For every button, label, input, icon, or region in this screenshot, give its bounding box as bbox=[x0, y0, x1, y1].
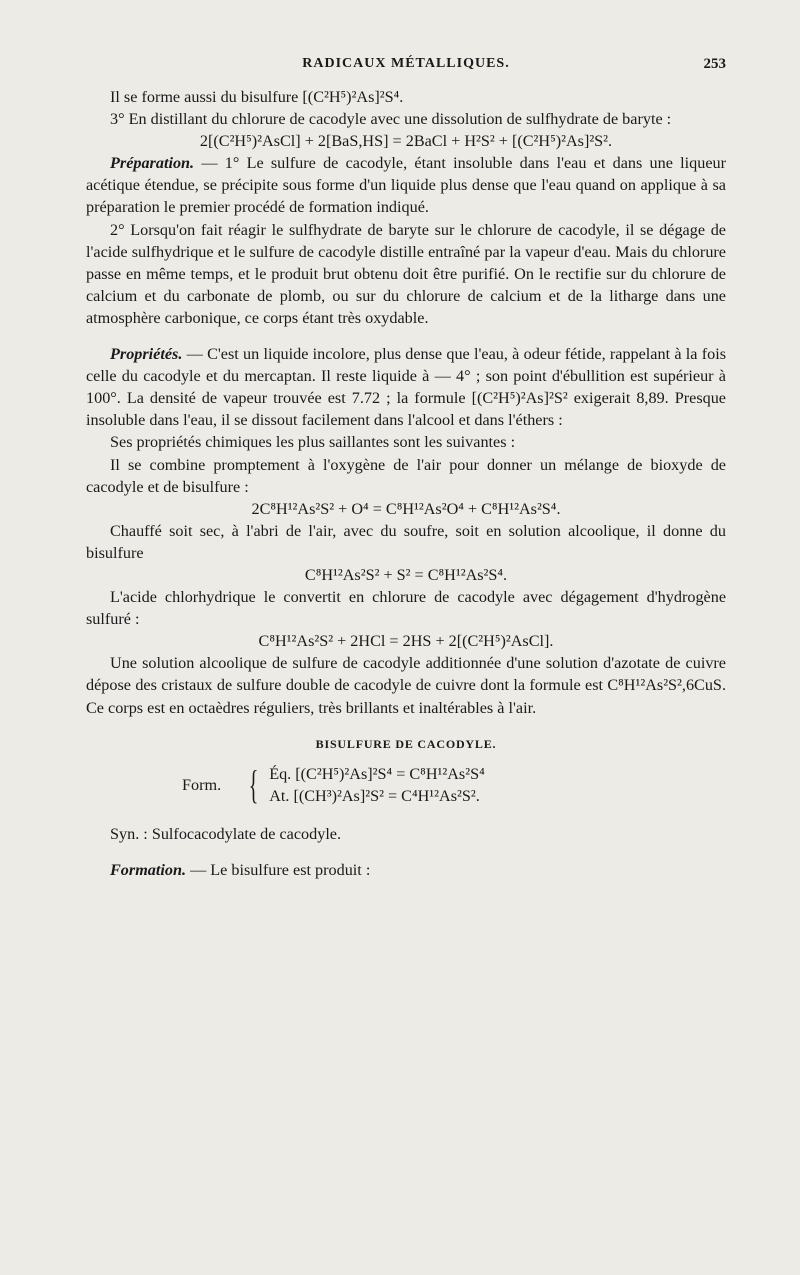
page-header bbox=[86, 56, 726, 76]
paragraph bbox=[86, 152, 726, 218]
section-title: BISULFURE DE CACODYLE. bbox=[315, 736, 497, 751]
equation: C⁸H¹²As²S² + 2HCl = 2HS + 2[(C²H⁵)²AsCl]. bbox=[258, 632, 554, 651]
paragraph: 3° En distillant du chlorure de cacodyle avec une dissolution de sulfhydrate de baryte : bbox=[110, 110, 672, 129]
formula-rows bbox=[269, 763, 485, 807]
paragraph bbox=[86, 859, 726, 881]
formula-equivalent: Éq. [(C²H⁵)²As]²S⁴ = C⁸H¹²As²S⁴ bbox=[269, 764, 485, 783]
equation: 2[(C²H⁵)²AsCl] + 2[BaS,HS] = 2BaCl + H²S² + [(C²H⁵)²As]²S². bbox=[199, 132, 613, 151]
paragraph: Chauffé soit sec, à l'abri de l'air, avec du soufre, soit en solution alcoolique, il donne du bisulfure bbox=[86, 521, 726, 562]
section-lead-formation: Formation. bbox=[110, 860, 187, 879]
section-lead-preparation: Préparation. bbox=[110, 154, 195, 173]
paragraph-text: — Le bisulfure est produit : bbox=[186, 860, 371, 879]
formula-atomic: At. [(CH³)²As]²S² = C⁴H¹²As²S². bbox=[269, 786, 480, 805]
brace-glyph: { bbox=[248, 761, 259, 807]
section-lead-properties: Propriétés. bbox=[110, 345, 183, 364]
equation: 2C⁸H¹²As²S² + O⁴ = C⁸H¹²As²O⁴ + C⁸H¹²As²S⁴. bbox=[251, 499, 561, 518]
paragraph: 2° Lorsqu'on fait réagir le sulfhydrate de baryte sur le chlorure de cacodyle, il se dégage de l'acide sulfhydrique et le sulfure de cacodyle distille entraîné par la vapeur d'eau. Mais du chlorure passe en même temps, et le produit brut obtenu doit être purifié. On le rectifie sur du chlorure de calcium et du carbonate de plomb, ou sur du chlorure de calcium et de la litharge dans une atmosphère carbonique, ce corps étant très oxydable. bbox=[86, 220, 726, 327]
running-head: RADICAUX MÉTALLIQUES. bbox=[302, 56, 510, 71]
formula-label: Form. bbox=[182, 775, 222, 794]
page-body bbox=[86, 86, 726, 881]
page-number: 253 bbox=[703, 56, 726, 72]
paragraph: L'acide chlorhydrique le convertit en chlorure de cacodyle avec dégagement d'hydrogène sulfuré : bbox=[86, 588, 726, 629]
paragraph: Une solution alcoolique de sulfure de cacodyle additionnée d'une solution d'azotate de cuivre dépose des cristaux de sulfure double de cacodyle de cuivre dont la formule est C⁸H¹²As²S²,6CuS. Ce corps est en octaèdres réguliers, très brillants et inaltérables à l'air. bbox=[86, 654, 726, 717]
paragraph: Ses propriétés chimiques les plus saillantes sont les suivantes : bbox=[110, 433, 516, 452]
formula-block bbox=[182, 763, 726, 807]
paragraph bbox=[86, 343, 726, 431]
paragraph: Il se forme aussi du bisulfure [(C²H⁵)²As]²S⁴. bbox=[110, 88, 404, 106]
equation: C⁸H¹²As²S² + S² = C⁸H¹²As²S⁴. bbox=[304, 565, 508, 584]
paragraph: Il se combine promptement à l'oxygène de l'air pour donner un mélange de bioxyde de cacodyle et de bisulfure : bbox=[86, 455, 726, 496]
synonym-line: Syn. : Sulfocacodylate de cacodyle. bbox=[110, 824, 342, 843]
paragraph-text: — 1° Le sulfure de cacodyle, étant insoluble dans l'eau et dans une liqueur acétique étendue, se précipite sous forme d'un liquide plus dense que l'eau quand on applique à sa préparation le premier procédé de formation indiqué. bbox=[86, 154, 726, 217]
paragraph-text: — C'est un liquide incolore, plus dense que l'eau, à odeur fétide, rappelant à la fois celle du cacodyle et du mercaptan. Il reste liquide à — 4° ; son point d'ébullition est supérieur à 100°. La densité de vapeur trouvée est 7.72 ; la formule [(C²H⁵)²As]²S² exigerait 8,89. Presque insoluble dans l'eau, il se dissout facilement dans l'alcool et dans l'éthers : bbox=[86, 345, 726, 430]
